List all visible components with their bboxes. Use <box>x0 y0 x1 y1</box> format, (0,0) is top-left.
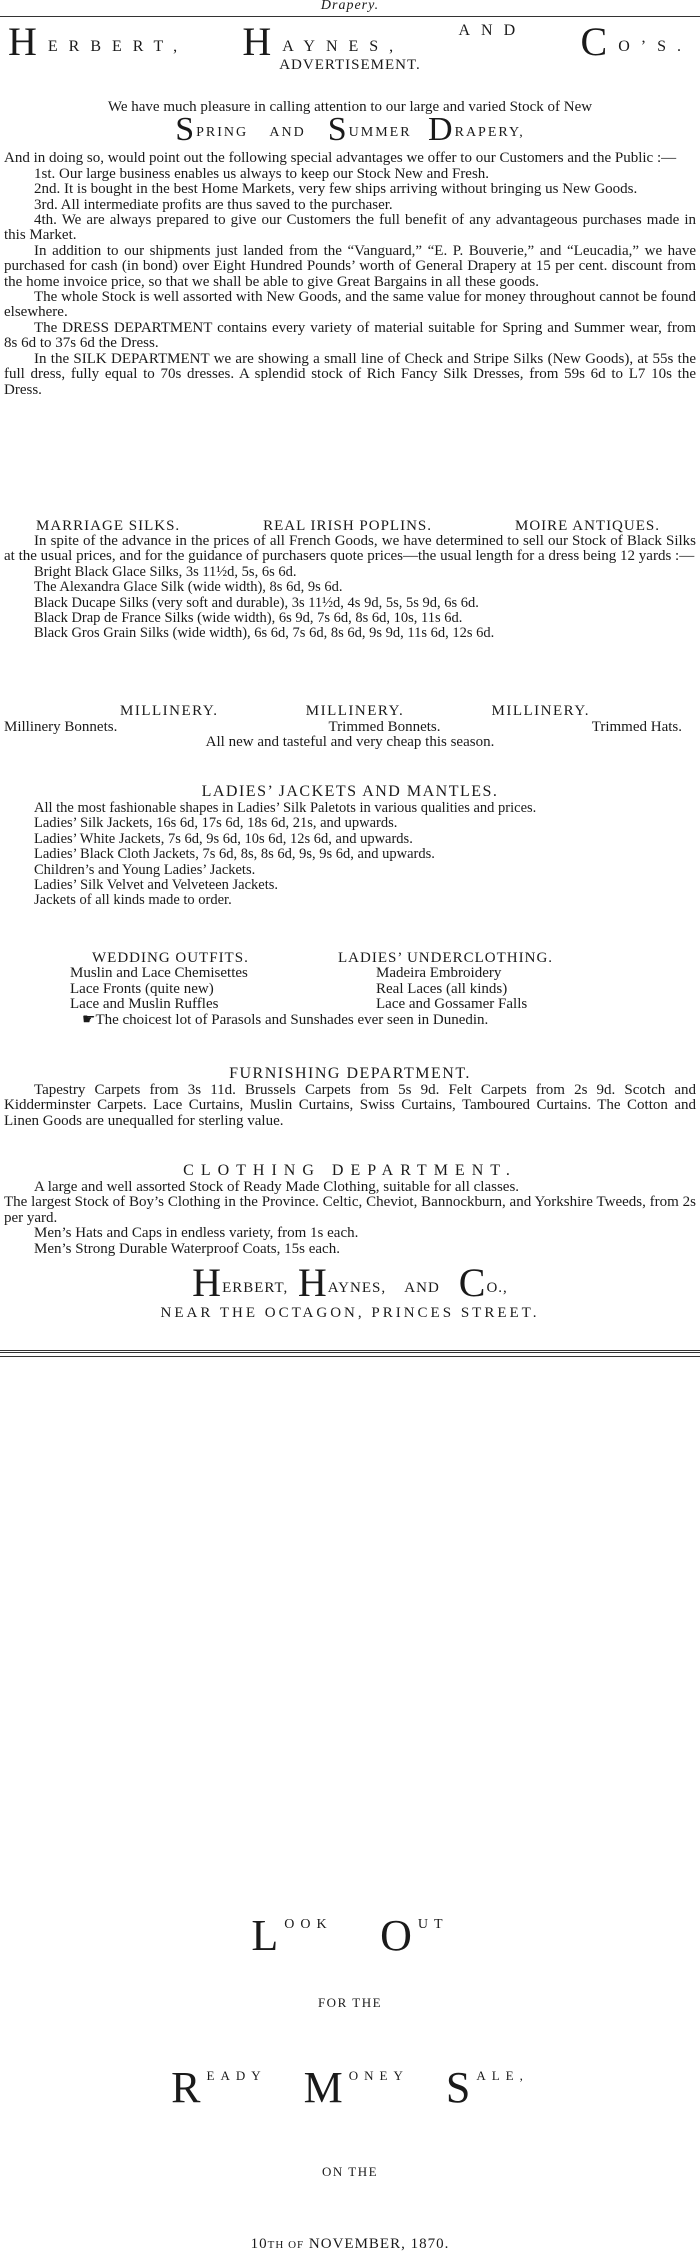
millinery-item-bonnets: Millinery Bonnets. <box>4 719 118 735</box>
silk-item: Black Drap de France Silks (wide width), 6s 9d, 7s 6d, 8s 6d, 10s, 11s 6d. <box>34 610 463 627</box>
silks-heading-marriage: MARRIAGE SILKS. <box>36 518 181 534</box>
millinery-heading-1: MILLINERY. <box>120 703 219 719</box>
bottom-double-rule <box>0 1350 700 1353</box>
sale-initial-m: M <box>303 2063 349 2112</box>
sig-initial-h2: H <box>297 1260 328 1305</box>
silk-item: Bright Black Glace Silks, 3s 11½d, 5s, 6s 6d. <box>34 563 297 580</box>
clothing-heading: CLOTHING DEPARTMENT. <box>183 1162 517 1179</box>
lookout-on-the: ON THE <box>321 2164 379 2179</box>
millinery-item-trimmed-bonnets: Trimmed Bonnets. <box>328 719 441 735</box>
firm-word-and: AND <box>458 22 527 39</box>
underclothing-item: Lace and Gossamer Falls <box>376 996 528 1013</box>
underclothing-heading: LADIES’ UNDERCLOTHING. <box>338 950 554 966</box>
sale-date-suffix: TH OF <box>267 2239 305 2251</box>
lookout-initial-l: L <box>251 1911 285 1960</box>
sig-word-aynes: AYNES, <box>327 1280 387 1296</box>
millinery-section <box>0 703 700 750</box>
sig-word-o: O., <box>486 1280 508 1296</box>
pointing-hand-icon: ☛ <box>82 1011 96 1028</box>
bottom-rule <box>0 1356 700 1357</box>
season-initial-s: S <box>175 111 197 149</box>
furnishing-heading: FURNISHING DEPARTMENT. <box>229 1065 471 1082</box>
furnishing-section <box>0 1065 700 1129</box>
firm-initial-h: H <box>8 19 48 64</box>
clothing-para2: The largest Stock of Boy’s Clothing in the Province. Celtic, Cheviot, Bannockburn, and Yorkshire Tweeds, from 2s per yard. <box>4 1194 696 1226</box>
clothing-line2: Men’s Strong Durable Waterproof Coats, 15s each. <box>34 1240 340 1257</box>
silks-para: In spite of the advance in the prices of all French Goods, we have determined to sell our Stock of Black Silks at the usual prices, and for the guidance of purchasers quote prices—the usual length for a dress being 12 yards :— <box>4 533 696 565</box>
intro-para4: The DRESS DEPARTMENT contains every variety of material suitable for Spring and Summer wear, from 8s 6d to 37s 6d the Dress. <box>4 319 696 352</box>
season-word-pring: PRING <box>196 125 249 141</box>
lookout-initial-o: O <box>380 1911 418 1960</box>
season-word-and: AND <box>269 125 306 141</box>
intro-para5: In the SILK DEPARTMENT we are showing a small line of Check and Stripe Silks (New Goods), at 55s the full dress, fully equal to 70s dresses. A splendid stock of Rich Fancy Silk Dresses, from 59s 6d to L7 10s the Dress. <box>4 350 696 398</box>
lookout-word-ut: UT <box>417 1917 449 1932</box>
millinery-item-trimmed-hats: Trimmed Hats. <box>591 719 682 735</box>
season-title <box>0 113 700 147</box>
jacket-item: Jackets of all kinds made to order. <box>34 892 232 909</box>
sig-word-and: AND <box>404 1280 440 1296</box>
parasols-text: The choicest lot of Parasols and Sunshades ever seen in Dunedin. <box>95 1011 489 1028</box>
wedding-heading: WEDDING OUTFITS. <box>92 950 249 966</box>
underclothing-item: Real Laces (all kinds) <box>376 980 508 997</box>
jacket-item: Ladies’ Silk Velvet and Velveteen Jackets. <box>34 877 279 894</box>
jacket-item: Ladies’ Silk Jackets, 16s 6d, 17s 6d, 18s 6d, 21s, and upwards. <box>34 815 398 832</box>
wedding-item: Lace Fronts (quite new) <box>70 980 214 997</box>
lookout-title <box>0 1910 700 1961</box>
clothing-section <box>0 1162 700 1257</box>
firm-word-erbert: ERBERT, <box>47 38 189 55</box>
sale-word-oney: ONEY <box>348 2068 409 2083</box>
intro-point1: 1st. Our large business enables us always to keep our Stock New and Fresh. <box>34 165 490 182</box>
jacket-item: Ladies’ Black Cloth Jackets, 7s 6d, 8s, 8s 6d, 9s, 9s 6d, and upwards. <box>34 846 435 863</box>
firm-initial-c: C <box>580 19 619 64</box>
sale-word-eady: EADY <box>206 2068 267 2083</box>
season-word-ummer: UMMER <box>348 125 412 141</box>
jackets-section <box>0 783 700 909</box>
sig-initial-c: C <box>458 1260 487 1305</box>
sig-initial-h: H <box>192 1260 223 1305</box>
firm-initial-h2: H <box>242 19 283 64</box>
jacket-item: All the most fashionable shapes in Ladies’ Silk Paletots in various qualities and prices. <box>34 800 537 816</box>
wedding-item: Lace and Muslin Ruffles <box>70 996 219 1013</box>
intro-section <box>0 100 700 398</box>
furnishing-para: Tapestry Carpets from 3s 11d. Brussels Carpets from 5s 9d. Felt Carpets from 2s 9d. Scotch and Kidderminster Carpets. Lace Curtains, Muslin Curtains, Swiss Curtains, Tamboured Curtains. The Cotton and Linen Goods are unequalled for sterling value. <box>4 1082 696 1129</box>
wedding-item: Muslin and Lace Chemisettes <box>70 965 248 982</box>
silk-item: Black Gros Grain Silks (wide width), 6s 6d, 7s 6d, 8s 6d, 9s 9d, 11s 6d, 12s 6d. <box>34 625 495 642</box>
clothing-para1: A large and well assorted Stock of Ready Made Clothing, suitable for all classes. <box>34 1179 520 1195</box>
silks-heading-moire: MOIRE ANTIQUES. <box>514 518 660 534</box>
sale-word-ale: ALE, <box>476 2068 529 2083</box>
sale-initial-r: R <box>171 2063 207 2112</box>
clothing-line1: Men’s Hats and Caps in endless variety, from 1s each. <box>34 1225 359 1242</box>
jacket-item: Children’s and Young Ladies’ Jackets. <box>34 861 256 878</box>
jackets-heading: LADIES’ JACKETS AND MANTLES. <box>201 783 499 800</box>
season-initial-s2: S <box>327 111 349 149</box>
intro-para1: And in doing so, would point out the following special advantages we offer to our Customers and the Public :— <box>4 150 677 167</box>
season-initial-d: D <box>428 111 455 149</box>
advertisement-label: ADVERTISEMENT. <box>279 57 421 73</box>
signature-address: NEAR THE OCTAGON, PRINCES STREET. <box>160 1305 540 1321</box>
sale-date-rest: NOVEMBER, 1870. <box>308 2236 450 2252</box>
intro-point2: 2nd. It is bought in the best Home Markets, very few ships arriving without bringing us New Goods. <box>34 181 638 198</box>
silk-item: Black Ducape Silks (very soft and durable), 3s 11½d, 4s 9d, 5s, 5s 9d, 6s 6d. <box>34 594 479 611</box>
lookout-word-ook: OOK <box>284 1917 333 1932</box>
top-rule <box>0 16 700 17</box>
wedding-section <box>0 951 700 1028</box>
millinery-heading-3: MILLINERY. <box>491 703 590 719</box>
underclothing-item: Madeira Embroidery <box>376 965 502 982</box>
sale-date <box>0 2236 700 2253</box>
intro-para3: The whole Stock is well assorted with New Goods, and the same value for money throughout cannot be found elsewhere. <box>4 289 696 321</box>
intro-point3: 3rd. All intermediate profits are thus saved to the purchaser. <box>34 196 393 213</box>
signature-block <box>0 1260 700 1322</box>
parasols-line <box>0 1013 700 1028</box>
firm-word-aynes: AYNES, <box>282 38 405 55</box>
firm-word-os: O’S. <box>618 38 692 55</box>
column-head: Drapery. <box>320 0 380 13</box>
sale-date-day: 10 <box>250 2236 268 2252</box>
millinery-note: All new and tasteful and very cheap this season. <box>205 734 495 750</box>
silks-heading-poplins: REAL IRISH POPLINS. <box>263 518 433 534</box>
intro-line1: We have much pleasure in calling attention to our large and varied Stock of New <box>107 99 593 115</box>
silks-section <box>0 518 700 642</box>
silk-item: The Alexandra Glace Silk (wide width), 8s 6d, 9s 6d. <box>34 579 343 596</box>
jacket-item: Ladies’ White Jackets, 7s 6d, 9s 6d, 10s 6d, 12s 6d, and upwards. <box>34 830 413 847</box>
intro-para2: In addition to our shipments just landed from the “Vanguard,” “E. P. Bouverie,” and “Leucadia,” we have purchased for cash (in bond) over Eight Hundred Pounds’ worth of General Drapery at 15 per cent. discount from the home invoice price, so that we shall be able to give Great Bargains in all these goods. <box>4 242 696 290</box>
ready-money-sale <box>0 2062 700 2113</box>
firm-title <box>0 19 700 64</box>
sig-word-erbert: ERBERT, <box>222 1280 289 1296</box>
sale-initial-s: S <box>445 2063 477 2112</box>
lookout-for-the: FOR THE <box>317 1995 383 2010</box>
intro-point4: 4th. We are always prepared to give our Customers the full benefit of any advantageous purchases made in this Market. <box>4 212 696 244</box>
season-word-rapery: RAPERY, <box>454 125 525 141</box>
signature-firm <box>0 1260 700 1305</box>
millinery-heading-2: MILLINERY. <box>305 703 405 719</box>
